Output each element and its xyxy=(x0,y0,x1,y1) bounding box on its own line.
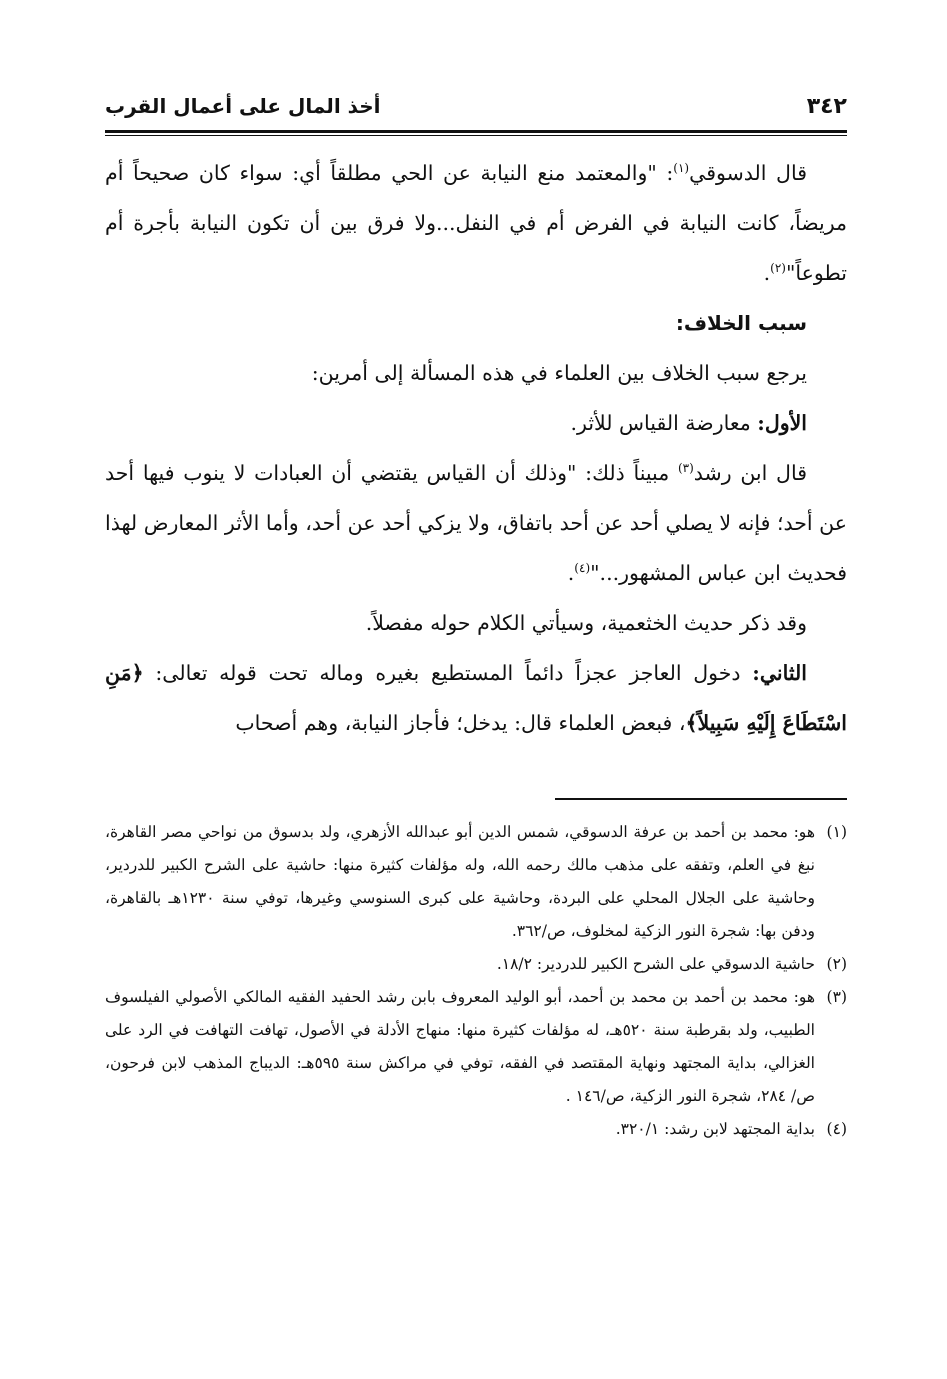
main-text xyxy=(105,148,847,748)
paragraph-dasuqi-quote xyxy=(105,148,847,298)
text-span: قال ابن رشد xyxy=(693,461,807,485)
footnote-text: حاشية الدسوقي على الشرح الكبير للدردير: ١٨/٢. xyxy=(496,955,815,973)
footnote-ref-2[interactable]: (٢) xyxy=(770,261,786,276)
paragraph-first-reason xyxy=(105,398,847,448)
footnote-number: (١) xyxy=(826,823,847,841)
text-span: . xyxy=(567,561,575,585)
footnote-separator xyxy=(555,798,847,800)
paragraph-ibn-rushd-quote xyxy=(105,448,847,598)
footnote-3 xyxy=(105,981,847,1113)
text-span: قال الدسوقي xyxy=(689,161,807,185)
header-rule xyxy=(105,130,847,136)
footnote-ref-4[interactable]: (٤) xyxy=(574,561,591,576)
quran-verse: ﴿مَنِ اسْتَطَاعَ إِلَيْهِ سَبِيلاً﴾ xyxy=(105,661,847,735)
running-title: أخذ المال على أعمال القرب xyxy=(105,94,381,118)
page-number: ٣٤٢ xyxy=(806,94,847,119)
text-span: ، فبعض العلماء قال: يدخل؛ فأجاز النيابة، وهم أصحاب xyxy=(235,711,686,735)
section-heading: سبب الخلاف: xyxy=(675,311,807,335)
footnote-text: بداية المجتهد لابن رشد: ٣٢٠/١. xyxy=(615,1120,815,1138)
second-reason-label: الثاني: xyxy=(752,661,807,685)
footnote-text: هو: محمد بن أحمد بن عرفة الدسوقي، شمس الدين أبو عبدالله الأزهري، ولد بدسوق من نواحي مصر القاهرة، نبغ في العلم، وتفقه على مذهب مالك رحمه الله، وله مؤلفات كثيرة منها: حاشية على الشرح الكبير للدردير، وحاشية على الجلال المحلي على البردة، وحاشية على كبرى السنوسي وغيرها، توفي سنة ١٢٣٠هـ بالقاهرة، ودفن بها: شجرة النور الزكية لمخلوف، ص/٣٦٢. xyxy=(105,823,815,940)
footnote-ref-3[interactable]: (٣) xyxy=(677,461,694,476)
text-span: مبيناً ذلك: "وذلك أن القياس يقتضي أن العبادات لا ينوب فيها أحد عن أحد؛ فإنه لا يصلي أحد عن أحد باتفاق، ولا يزكي أحد عن أحد، وأما الأثر المعارض لهذا فحديث ابن عباس المشهور..." xyxy=(105,461,847,585)
paragraph-khathamiyya: وقد ذكر حديث الخثعمية، وسيأتي الكلام حوله مفصلاً. xyxy=(365,611,807,635)
paragraph-intro: يرجع سبب الخلاف بين العلماء في هذه المسألة إلى أمرين: xyxy=(311,361,807,385)
text-span: : "والمعتمد منع النيابة عن الحي مطلقاً أي: سواء كان صحيحاً أم مريضاً، كانت النيابة في الفرض أم في النفل...ولا فرق بين أن تكون النيابة بأجرة أم تطوعاً" xyxy=(105,161,847,285)
paragraph-second-reason xyxy=(105,648,847,748)
footnote-number: (٤) xyxy=(826,1120,847,1138)
footnote-2 xyxy=(105,948,847,981)
first-reason-label: الأول: xyxy=(757,411,807,435)
footnote-number: (٣) xyxy=(826,988,847,1006)
page-header xyxy=(105,92,847,128)
footnote-1 xyxy=(105,816,847,948)
footnote-number: (٢) xyxy=(826,955,847,973)
footnotes xyxy=(105,816,847,1146)
text-span: . xyxy=(763,261,771,285)
footnote-ref-1[interactable]: (١) xyxy=(673,161,690,176)
footnote-4 xyxy=(105,1113,847,1146)
footnote-text: هو: محمد بن أحمد بن محمد بن أحمد، أبو الوليد المعروف بابن رشد الحفيد الفقيه المالكي الأصولي الفيلسوف الطبيب، ولد بقرطبة سنة ٥٢٠هـ، له مؤلفات كثيرة منها: منهاج الأدلة في الأصول، تهافت التهافت في الرد على الغزالي، بداية المجتهد ونهاية المقتصد في الفقه، توفي في مراكش سنة ٥٩٥هـ: الديباج المذهب لابن فرحون، ص/ ٢٨٤، شجرة النور الزكية، ص/١٤٦ . xyxy=(105,988,815,1105)
text-span: دخول العاجز عجزاً دائماً المستطيع بغيره وماله تحت قوله تعالى: xyxy=(143,661,753,685)
text-span: معارضة القياس للأثر. xyxy=(570,411,758,435)
